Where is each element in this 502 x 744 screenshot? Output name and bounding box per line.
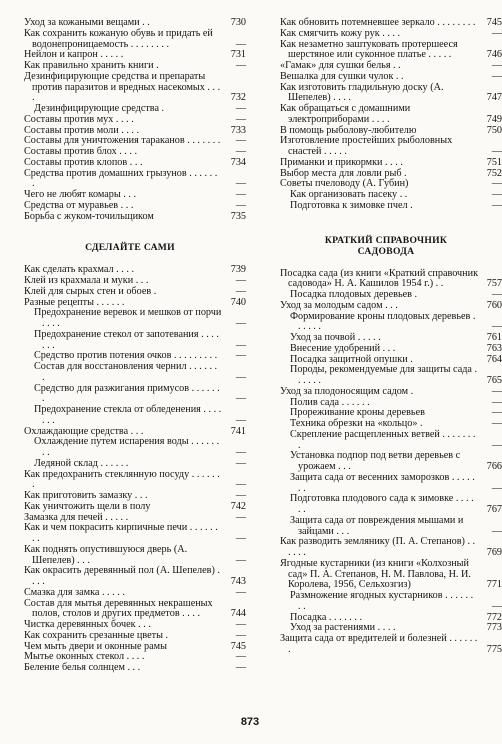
toc-entry-title: Как организовать пасеку . .	[290, 189, 408, 200]
toc-entry-page: —	[235, 38, 246, 50]
toc-entry-page: —	[235, 533, 246, 544]
toc-entry-page: 773	[486, 622, 502, 634]
toc-entry	[24, 545, 246, 567]
toc-entry-title: Как и чем покрасить кирпичные печи . . . . . . . .	[24, 522, 218, 544]
toc-entry-title: Посадка плодовых деревьев .	[290, 289, 418, 300]
toc-entry-page: —	[491, 27, 502, 39]
toc-entry-title: Нейлон и капрон . . . . .	[24, 49, 124, 61]
toc-entry-page: 766	[486, 461, 502, 472]
toc-entry-title: Как предохранить стеклянную посуду . . . . . . .	[24, 468, 220, 491]
toc-entry-page: —	[491, 385, 502, 397]
toc-entry-page: —	[235, 629, 246, 641]
toc-entry-title: Средство против потения очков . . . . . . . . .	[34, 350, 218, 362]
toc-entry-page: 763	[486, 342, 502, 354]
toc-entry-page: —	[235, 285, 246, 297]
toc-entry-page: —	[491, 199, 502, 211]
toc-entry	[280, 516, 502, 538]
toc-entry-page: —	[491, 439, 502, 451]
toc-entry	[24, 362, 246, 384]
toc-entry-title: Разные рецепты . . . . . .	[24, 296, 125, 308]
toc-entry-title: Как окрасить деревянный пол (А. Шепелев) . . . .	[24, 565, 220, 587]
toc-entry	[24, 384, 246, 406]
toc-entry	[280, 473, 502, 495]
toc-entry-title: Средства против домашних грызунов . . . . . . .	[24, 167, 218, 190]
toc-entry-title: Беление белья солнцем . . .	[24, 662, 141, 673]
toc-entry-title: Посадка защитной опушки .	[290, 353, 413, 365]
toc-entry-page: 761	[486, 332, 502, 343]
toc-entry-page: —	[235, 619, 246, 630]
toc-entry-page: 733	[230, 124, 246, 136]
toc-entry-page: —	[491, 418, 502, 429]
toc-entry-page: —	[491, 600, 502, 612]
toc-entry-title: В помощь рыболову-любителю	[280, 124, 417, 136]
toc-entry	[24, 437, 246, 459]
toc-entry-page: —	[235, 662, 246, 673]
toc-entry-page: —	[235, 113, 246, 125]
toc-entry-title: Предохранение веревок и мешков от порчи . . . .	[34, 307, 222, 329]
toc-entry-page: —	[235, 414, 246, 426]
toc-entry	[280, 537, 502, 559]
toc-entry-page: —	[491, 189, 502, 200]
toc-entry-page: —	[235, 339, 246, 351]
toc-entry-title: Уход за кожаными вещами . .	[24, 17, 150, 28]
toc-entry-page: —	[491, 396, 502, 408]
toc-entry	[24, 566, 246, 588]
toc-entry-page: 757	[486, 278, 502, 290]
toc-left-column	[24, 18, 246, 674]
toc-entry-title: Породы, рекомендуемые для защиты сада . . . . . .	[290, 364, 478, 386]
toc-entry-page: 775	[486, 643, 502, 655]
toc-entry-page: —	[235, 554, 246, 566]
toc-entry-title: Охлаждающие средства . . .	[24, 425, 144, 437]
toc-entry	[280, 430, 502, 452]
toc-entry-page: 742	[230, 500, 246, 512]
toc-entry-title: Как смягчить кожу рук . . . .	[280, 27, 401, 39]
toc-entry-page: —	[235, 479, 246, 491]
toc-entry	[24, 599, 246, 621]
toc-entry-page: 739	[230, 264, 246, 276]
toc-entry	[280, 312, 502, 334]
toc-entry-title: Как сохранить кожаную обувь и придать ей водонепроницаемость . . . . . . . .	[24, 27, 213, 50]
toc-entry	[280, 83, 502, 105]
toc-entry-page: 749	[486, 113, 502, 125]
toc-entry-page: —	[235, 447, 246, 458]
toc-entry-page: —	[235, 490, 246, 501]
toc-entry-title: Защита сада от повреждения мышами и зайцами . . .	[290, 514, 464, 537]
toc-entry-title: Защита сада от весенних заморозков . . . . . . .	[290, 471, 475, 494]
toc-left-top-list	[24, 18, 246, 222]
toc-entry-title: Средство для разжигания примусов . . . . . . .	[34, 382, 220, 405]
toc-entry-page: 751	[486, 156, 502, 168]
toc-entry-title: Полив сада . . . . . .	[290, 396, 370, 408]
toc-entry-page: —	[491, 70, 502, 82]
toc-entry-page: —	[491, 289, 502, 300]
toc-entry-title: Посадка сада (из книги «Краткий справочник садовода» Н. А. Кашилов 1954 г.) . .	[280, 267, 479, 290]
section-heading-sdelaite-sami: СДЕЛАЙТЕ САМИ	[85, 242, 175, 254]
toc-entry-title: Прореживание кроны деревьев	[290, 407, 425, 419]
toc-entry-page: 744	[230, 608, 246, 620]
toc-entry-page: 769	[486, 547, 502, 558]
toc-entry-page: 740	[230, 296, 246, 308]
toc-entry	[280, 591, 502, 613]
toc-right-top-list	[280, 18, 502, 212]
toc-entry-page: 741	[230, 425, 246, 437]
toc-entry-title: Приманки и прикормки . . . .	[280, 156, 403, 168]
toc-entry-title: Борьба с жуком-точильщиком	[24, 210, 154, 222]
toc-entry-page: 760	[486, 299, 502, 311]
toc-entry	[24, 663, 246, 674]
toc-entry-title: Скрепление расщепленных ветвей . . . . . . . .	[290, 428, 476, 451]
toc-entry-page: —	[235, 318, 246, 329]
toc-entry-title: Как обновить потемневшее зеркало . . . . . . . .	[280, 17, 476, 28]
toc-entry-title: Чем мыть двери и оконные рамы	[24, 640, 167, 652]
toc-entry-page: —	[491, 525, 502, 537]
toc-entry-title: Как сохранить срезанные цветы .	[24, 629, 169, 641]
toc-entry-title: Клей для сырых стен и обоев .	[24, 285, 157, 297]
toc-entry	[24, 308, 246, 330]
toc-entry-title: Как изготовить гладильную доску (А. Шепелев) . . . .	[280, 81, 444, 104]
toc-entry-page: 734	[230, 156, 246, 168]
toc-entry-page: —	[235, 275, 246, 286]
toc-entry-title: «Гамак» для сушки белья . .	[280, 60, 401, 71]
section-heading-spravochnik-line1: КРАТКИЙ СПРАВОЧНИК	[324, 234, 448, 246]
toc-entry-title: Ледяной склад . . . . . .	[34, 457, 129, 469]
toc-entry-page: 772	[486, 611, 502, 623]
toc-entry-title: Предохранение стекол от запотевания . . . . . . .	[34, 328, 219, 351]
toc-entry-page: —	[491, 321, 502, 333]
toc-entry-title: Предохранение стекла от обледенения . . . . . . .	[34, 404, 222, 426]
toc-entry-title: Составы против клопов . . .	[24, 156, 143, 168]
toc-entry-title: Чего не любят комары . . .	[24, 189, 136, 200]
toc-entry	[280, 104, 502, 126]
toc-entry	[280, 269, 502, 291]
toc-entry-title: Смазка для замка . . . . .	[24, 586, 125, 598]
toc-entry-title: Размножение ягодных кустарников . . . . . . . .	[290, 590, 474, 612]
toc-entry	[280, 365, 502, 387]
toc-entry-page: —	[491, 407, 502, 419]
toc-entry-page: 745	[486, 17, 502, 28]
toc-entry	[280, 451, 502, 473]
toc-entry-title: Как правильно хранить книги .	[24, 60, 159, 71]
toc-entry-title: Состав для восстановления чернил . . . . . . .	[34, 361, 218, 383]
toc-entry-title: Дезинфицирующие средства и препараты против паразитов и вредных насекомых . . . .	[24, 70, 221, 104]
toc-entry-page: —	[235, 178, 246, 190]
toc-entry-page: 765	[486, 375, 502, 386]
toc-entry-page: 731	[230, 49, 246, 61]
toc-entry-page: —	[235, 189, 246, 200]
toc-entry-title: Ягодные кустарники (из книги «Колхозный сад» П. А. Степанов, Н. М. Павлова, Н. И. Королева, 1956, Сельхозгиз)	[280, 557, 471, 591]
toc-entry-page: 764	[486, 353, 502, 365]
toc-entry-title: Подготовка к зимовке пчел .	[290, 199, 413, 211]
toc-entry-page: —	[235, 511, 246, 523]
toc-entry-title: Посадка . . . . . . .	[290, 611, 363, 623]
toc-entry-title: Состав для мытья деревянных некрашеных полов, столов и других предметов . . . .	[24, 597, 213, 620]
toc-entry	[24, 29, 246, 51]
toc-entry-page: 745	[230, 640, 246, 652]
toc-entry-page: 746	[486, 49, 502, 61]
toc-entry-page: —	[235, 371, 246, 383]
toc-right-bottom-list	[280, 269, 502, 656]
toc-entry-title: Мытье оконных стекол . . . .	[24, 651, 145, 663]
toc-entry	[24, 470, 246, 492]
toc-entry	[24, 169, 246, 191]
toc-entry	[280, 136, 502, 158]
toc-entry-title: Как уничтожить щели в полу	[24, 500, 151, 512]
toc-entry	[24, 330, 246, 352]
toc-entry-title: Внесение удобрений . . .	[290, 342, 396, 354]
section-heading-spravochnik-line2: САДОВОДА	[357, 245, 415, 257]
toc-entry-page: —	[491, 146, 502, 157]
toc-entry-page: 747	[486, 92, 502, 104]
toc-entry-title: Составы против моли . . . .	[24, 124, 140, 136]
toc-entry-page: 750	[486, 124, 502, 136]
toc-entry-page: —	[491, 178, 502, 190]
toc-entry-page: —	[491, 482, 502, 494]
toc-entry	[280, 201, 502, 212]
toc-entry	[24, 405, 246, 427]
toc-entry-page: 735	[230, 210, 246, 222]
toc-entry-title: Клей из крахмала и муки . . .	[24, 275, 149, 286]
toc-entry-title: Изготовление простейших рыболовных снастей . . . . .	[280, 135, 453, 157]
toc-entry-title: Советы пчеловоду (А. Губин)	[280, 178, 409, 190]
toc-entry-title: Составы для уничтожения тараканов . . . . . . .	[24, 135, 221, 147]
toc-entry	[280, 634, 502, 656]
toc-entry-title: Составы против мух . . . .	[24, 113, 134, 125]
toc-entry	[280, 40, 502, 62]
toc-entry-title: Как обращаться с домашними электроприборами . . . .	[280, 103, 411, 125]
toc-entry-title: Средства от муравьев . . .	[24, 199, 134, 211]
toc-entry-page: —	[235, 393, 246, 405]
toc-entry	[24, 523, 246, 545]
toc-entry-page: —	[235, 103, 246, 114]
toc-entry	[24, 212, 246, 223]
toc-entry-title: Уход за почвой . . . . .	[290, 332, 381, 343]
toc-entry-page: 771	[486, 579, 502, 591]
toc-entry-title: Как сделать крахмал . . . .	[24, 264, 134, 276]
toc-entry-title: Как незаметно заштуковать протершееся шерстяное или суконное платье . . . . .	[280, 38, 458, 61]
toc-entry-page: —	[235, 146, 246, 157]
toc-entry-title: Как поднять опустившуюся дверь (А. Шепелев) . . .	[24, 543, 188, 566]
toc-entry-page: —	[235, 651, 246, 663]
toc-entry-page: —	[235, 60, 246, 71]
toc-entry-title: Замазка для печей . . . . .	[24, 511, 129, 523]
toc-entry-title: Подготовка плодового сада к зимовке . . . . . .	[290, 493, 474, 515]
toc-entry	[24, 72, 246, 104]
toc-entry-page: —	[235, 586, 246, 598]
toc-entry-title: Установка подпор под ветви деревьев с урожаем . . .	[290, 450, 461, 472]
toc-entry-title: Уход за плодоносящим садом .	[280, 385, 414, 397]
toc-entry-page: 732	[230, 92, 246, 104]
toc-entry-title: Дезинфицирующие средства .	[34, 103, 165, 114]
toc-right-column	[280, 18, 502, 656]
toc-entry-title: Защита сада от вредителей и болезней . . . . . . .	[280, 633, 478, 655]
toc-entry-title: Как разводить землянику (П. А. Степанов) . . . . . .	[280, 536, 476, 558]
page-number: 873	[240, 716, 260, 728]
toc-entry-title: Охлаждение путем испарения воды . . . . . . . .	[34, 436, 220, 458]
toc-entry-page: —	[491, 60, 502, 71]
toc-entry-title: Вешалка для сушки чулок . .	[280, 70, 404, 82]
toc-entry-title: Уход за растениями . . . .	[290, 622, 396, 634]
toc-entry-title: Как приготовить замазку . . .	[24, 490, 148, 501]
toc-entry-page: 730	[230, 17, 246, 28]
toc-entry-page: —	[235, 457, 246, 469]
toc-entry-page: 752	[486, 167, 502, 179]
toc-entry-page: —	[235, 199, 246, 211]
toc-entry-title: Техника обрезки на «кольцо» .	[290, 418, 423, 429]
toc-entry	[280, 559, 502, 591]
toc-entry-page: 743	[230, 576, 246, 587]
toc-entry-title: Уход за молодым садом . . .	[280, 299, 398, 311]
toc-entry-page: —	[235, 350, 246, 362]
toc-entry	[280, 494, 502, 516]
toc-entry-title: Формирование кроны плодовых деревьев . . . . . .	[290, 310, 476, 333]
toc-left-bottom-list	[24, 265, 246, 674]
toc-entry-title: Составы против блох . . . .	[24, 146, 138, 157]
toc-entry-page: —	[235, 135, 246, 147]
toc-entry-page: 767	[486, 504, 502, 515]
toc-entry-title: Чистка деревянных бочек . . .	[24, 619, 151, 630]
toc-entry-title: Выбор места для ловли рыб .	[280, 167, 407, 179]
